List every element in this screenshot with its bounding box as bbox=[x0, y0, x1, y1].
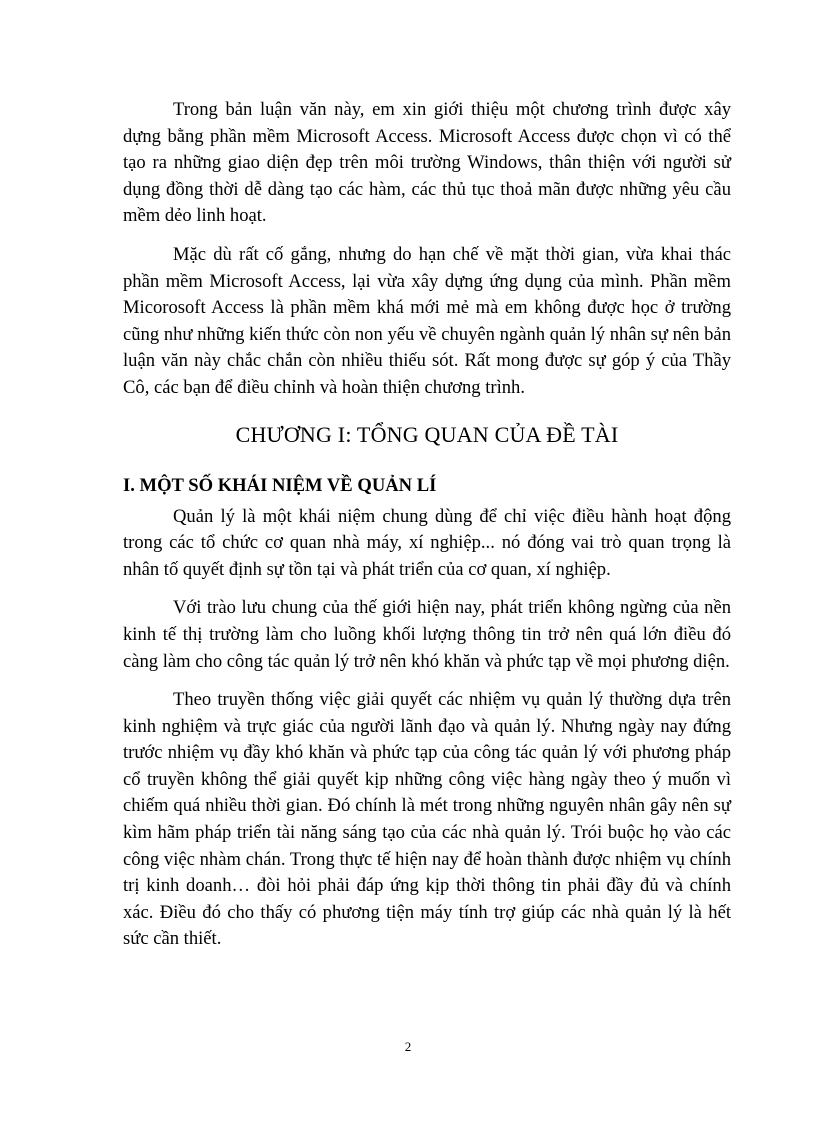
chapter-title: CHƯƠNG I: TỔNG QUAN CỦA ĐỀ TÀI bbox=[235, 421, 619, 447]
section-heading: I. MỘT SỐ KHÁI NIỆM VỀ QUẢN LÍ bbox=[123, 474, 437, 496]
page-number: 2 bbox=[404, 1039, 412, 1054]
intro-paragraph-2: Mặc dù rất cố gắng, nhưng do hạn chế về mặt thời gian, vừa khai thác phần mềm Microsoft Access, lại vừa xây dựng ứng dụng của mình. Phần mềm Micorosoft Access là phần mềm khá mới mẻ mà em không được học ở trường cũng như những kiến thức còn non yếu về chuyên ngành quản lý nhân sự nên bản luận văn này chắc chắn còn nhiều thiếu sót. Rất mong được sự góp ý của Thầy Cô, các bạn để điều chỉnh và hoàn thiện chương trình. bbox=[123, 243, 731, 398]
page-content bbox=[123, 97, 731, 965]
section-paragraph-3: Theo truyền thống việc giải quyết các nhiệm vụ quản lý thường dựa trên kinh nghiệm và trực giác của người lãnh đạo và quản lý. Nhưng ngày nay đứng trước nhiệm vụ đầy khó khăn và phức tạp của công tác quản lý với phương pháp cổ truyền không thể giải quyết kịp những công việc hàng ngày theo ý muốn vì chiếm quá nhiều thời gian. Đó chính là mét trong những nguyên nhân gây nên sự kìm hãm pháp triển tài năng sáng tạo của các nhà quản lý. Trói buộc họ vào các công việc nhàm chán. Trong thực tế hiện nay để hoàn thành được nhiệm vụ chính trị kinh doanh… đòi hỏi phải đáp ứng kịp thời thông tin phải đầy đủ và chính xác. Điều đó cho thấy có phương tiện máy tính trợ giúp các nhà quản lý là hết sức cần thiết. bbox=[123, 689, 731, 950]
section-paragraph-1: Quản lý là một khái niệm chung dùng để chỉ việc điều hành hoạt động trong các tổ chức cơ quan nhà máy, xí nghiệp... nó đóng vai trò quan trọng là nhân tố quyết định sự tồn tại và phát triển của cơ quan, xí nghiệp. bbox=[123, 505, 731, 580]
intro-paragraph-1: Trong bản luận văn này, em xin giới thiệu một chương trình được xây dựng bằng phần mềm Microsoft Access. Microsoft Access được chọn vì có thể tạo ra những giao diện đẹp trên môi trường Windows, thân thiện với người sử dụng đồng thời dễ dàng tạo các hàm, các thủ tục thoả mãn được những yêu cầu mềm dẻo linh hoạt. bbox=[123, 99, 731, 227]
section-paragraph-2: Với trào lưu chung của thế giới hiện nay, phát triển không ngừng của nền kinh tế thị trường làm cho luồng khối lượng thông tin trở nên quá lớn điều đó càng làm cho công tác quản lý trở nên khó khăn và phức tạp về mọi phương diện. bbox=[123, 597, 731, 672]
